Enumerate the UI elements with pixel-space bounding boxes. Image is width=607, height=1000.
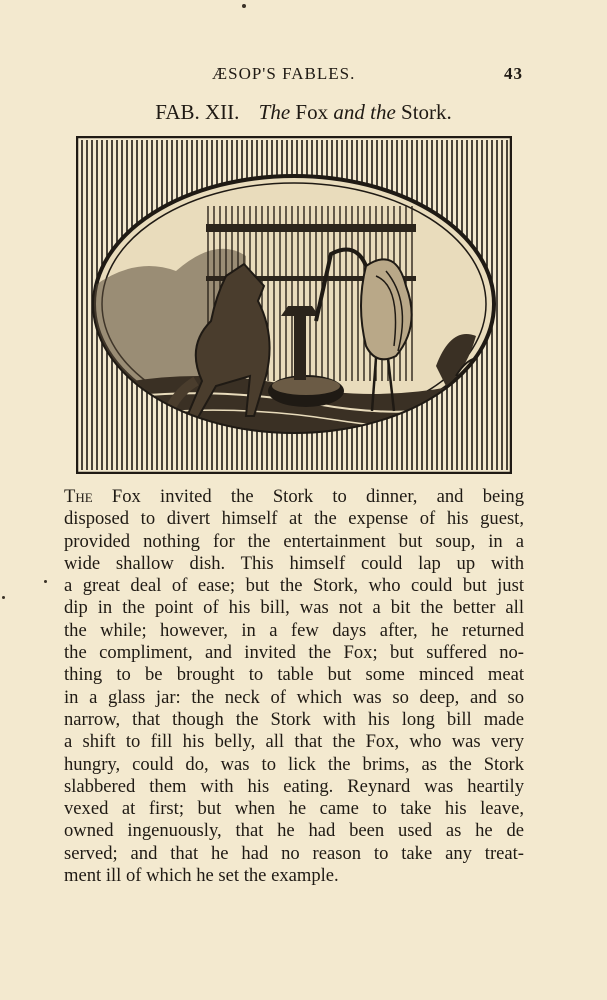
fable-title-word: The xyxy=(258,100,291,124)
fable-title-word: Stork. xyxy=(401,100,452,124)
running-head xyxy=(0,64,607,90)
running-head-title: ÆSOP'S FABLES. xyxy=(212,64,356,83)
fable-body-text xyxy=(64,486,524,887)
fable-title-word: Fox xyxy=(295,100,329,124)
woodcut-illustration xyxy=(76,136,512,474)
body-line: in a glass jar: the neck of which was so deep, and so xyxy=(64,686,524,708)
body-line: the while; however, in a few days after, he returned xyxy=(64,619,524,641)
drop-word: The xyxy=(64,486,93,507)
body-line: a shift to fill his belly, all that the Fox, who was very xyxy=(64,731,524,753)
body-line: disposed to divert himself at the expense of his guest, xyxy=(64,508,524,530)
body-line: slabbered them with his eating. Reynard was heartily xyxy=(64,775,524,797)
body-line: wide shallow dish. This himself could lap up with xyxy=(64,552,524,574)
body-line: provided nothing for the entertainment but soup, in a xyxy=(64,530,524,552)
body-line: a great deal of ease; but the Stork, who could but just xyxy=(64,575,524,597)
body-line: narrow, that though the Stork with his long bill made xyxy=(64,708,524,730)
ink-speck xyxy=(44,580,47,583)
body-line: owned ingenuously, that he had been used as he de xyxy=(64,820,524,842)
body-line: ment ill of which he set the example. xyxy=(64,865,339,887)
body-line: the compliment, and invited the Fox; but suffered no- xyxy=(64,642,524,664)
body-line-text: Fox invited the Stork to dinner, and being xyxy=(92,486,524,507)
body-line: vexed at first; but when he came to take his leave, xyxy=(64,798,524,820)
body-line xyxy=(64,486,524,508)
body-line: served; and that he had no reason to take any treat- xyxy=(64,842,524,864)
ink-speck xyxy=(242,4,246,8)
fable-title-word: the xyxy=(370,100,396,124)
ink-speck xyxy=(2,596,5,599)
page-number: 43 xyxy=(504,64,523,83)
body-line: thing to be brought to table but some minced meat xyxy=(64,664,524,686)
fable-heading xyxy=(0,100,607,125)
fable-title-word: and xyxy=(333,100,365,124)
fable-number: FAB. XII. xyxy=(155,100,240,124)
body-line: dip in the point of his bill, was not a bit the better all xyxy=(64,597,524,619)
woodcut-fox-and-stork-icon xyxy=(76,136,512,474)
body-line: hungry, could do, was to lick the brims, as the Stork xyxy=(64,753,524,775)
